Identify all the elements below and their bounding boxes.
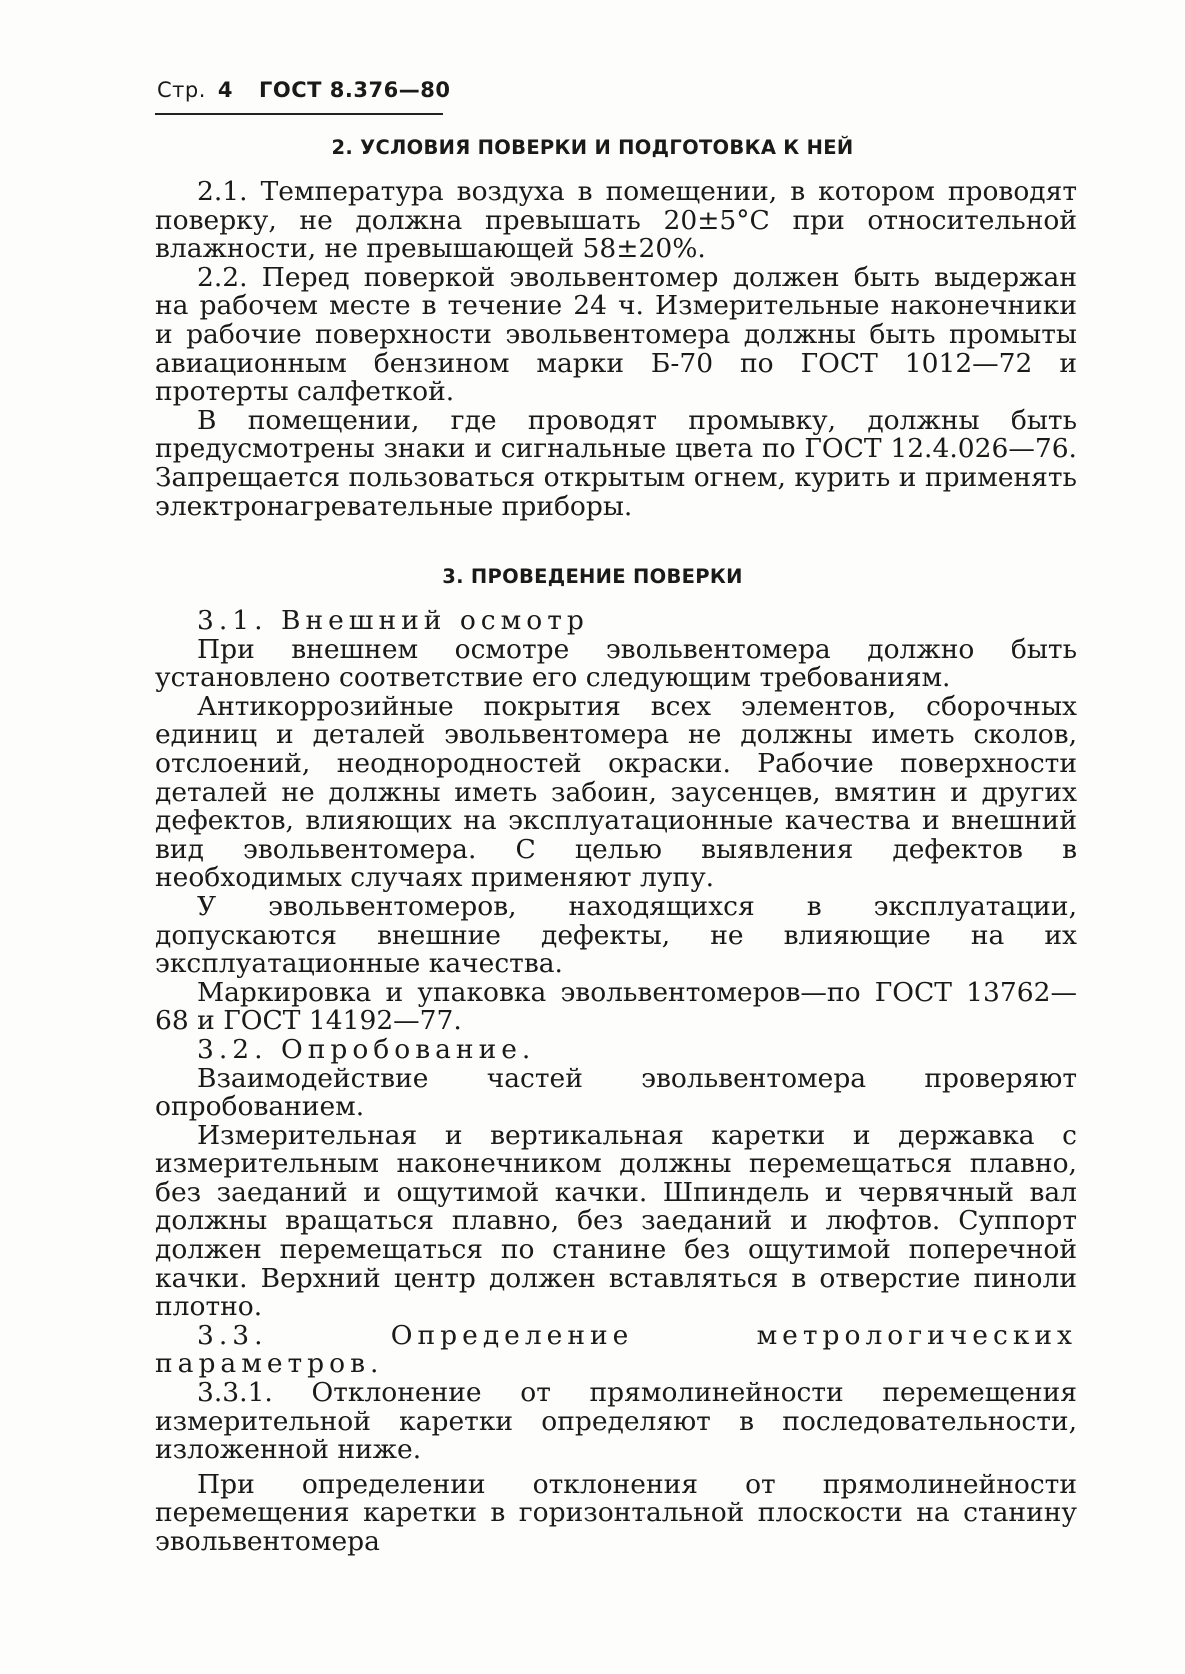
paragraph-coatings: Антикоррозийные покрытия всех элементов, сборочных единиц и деталей эвольвентомера не должны иметь сколов, отслоений, неоднородностей окраски. Рабочие поверхности деталей не должны иметь забоин, заусенцев, вмятин и других дефектов, влияющих на эксплуатационные качества и внешний вид эвольвентомера. С целью выявления дефектов в необходимых случаях применяют лупу. — [155, 690, 1077, 894]
standard-designation: ГОСТ 8.376—80 — [259, 78, 451, 102]
paragraph-horizontal-plane: При определении отклонения от прямолинейности перемещения каретки в горизонтальной плоскости на станину эвольвентомера — [155, 1468, 1077, 1557]
paragraph-3-3-1: 3.3.1. Отклонение от прямолинейности перемещения измерительной каретки определяют в последовательности, изложенной ниже. — [155, 1377, 1077, 1466]
running-head — [157, 78, 450, 102]
header-rule — [155, 113, 443, 115]
paragraph-carriages: Измерительная и вертикальная каретки и державка с измерительным наконечником должны перемещаться плавно, без заеданий и ощутимой качки. Шпиндель и червячный вал должны вращаться плавно, без заеданий и люфтов. Суппорт должен перемещаться по станине без ощутимой поперечной качки. Верхний центр должен вставляться в отверстие пиноли плотно. — [155, 1119, 1077, 1323]
subsection-3-1-heading: 3.1. Внешний осмотр — [197, 605, 589, 636]
section-3-title: 3. ПРОВЕДЕНИЕ ПОВЕРКИ — [442, 565, 743, 588]
paragraph-washing-room: В помещении, где проводят промывку, должны быть предусмотрены знаки и сигнальные цвета по ГОСТ 12.4.026—76. Запрещается пользоваться открытым огнем, курить и применять электронагревательные приборы. — [155, 404, 1077, 522]
page-number: 4 — [217, 78, 234, 102]
paragraph-interaction: Взаимодействие частей эвольвентомера проверяют опробованием. — [155, 1062, 1077, 1123]
subsection-3-3-heading: 3.3. Определение метрологических параметров. — [155, 1319, 1077, 1380]
paragraph-defects-in-use: У эвольвентомеров, находящихся в эксплуатации, допускаются внешние дефекты, не влияющие на их эксплуатационные качества. — [155, 890, 1077, 980]
section-3-body — [155, 607, 1077, 1557]
paragraph-marking: Маркировка и упаковка эвольвентомеров—по ГОСТ 13762—68 и ГОСТ 14192—77. — [155, 976, 1077, 1037]
section-2-body — [155, 178, 1077, 521]
paragraph-2-2: 2.2. Перед поверкой эвольвентомер должен быть выдержан на рабочем месте в течение 24 ч. Измерительные наконечники и рабочие поверхности эвольвентомера должны быть промыты авиационным бензином марки Б-70 по ГОСТ 1012—72 и протерты салфеткой. — [155, 261, 1077, 408]
page-label: Стр. — [157, 78, 206, 102]
paragraph-external-inspection: При внешнем осмотре эвольвентомера должно быть установлено соответствие его следующим требованиям. — [155, 633, 1077, 694]
subsection-3-2-heading: 3.2. Опробование. — [197, 1033, 536, 1065]
paragraph-2-1: 2.1. Температура воздуха в помещении, в котором проводят поверку, не должна превышать 20±5°С при относительной влажности, не превышающей 58±20%. — [155, 176, 1077, 265]
section-2-title: 2. УСЛОВИЯ ПОВЕРКИ И ПОДГОТОВКА К НЕЙ — [331, 136, 854, 159]
